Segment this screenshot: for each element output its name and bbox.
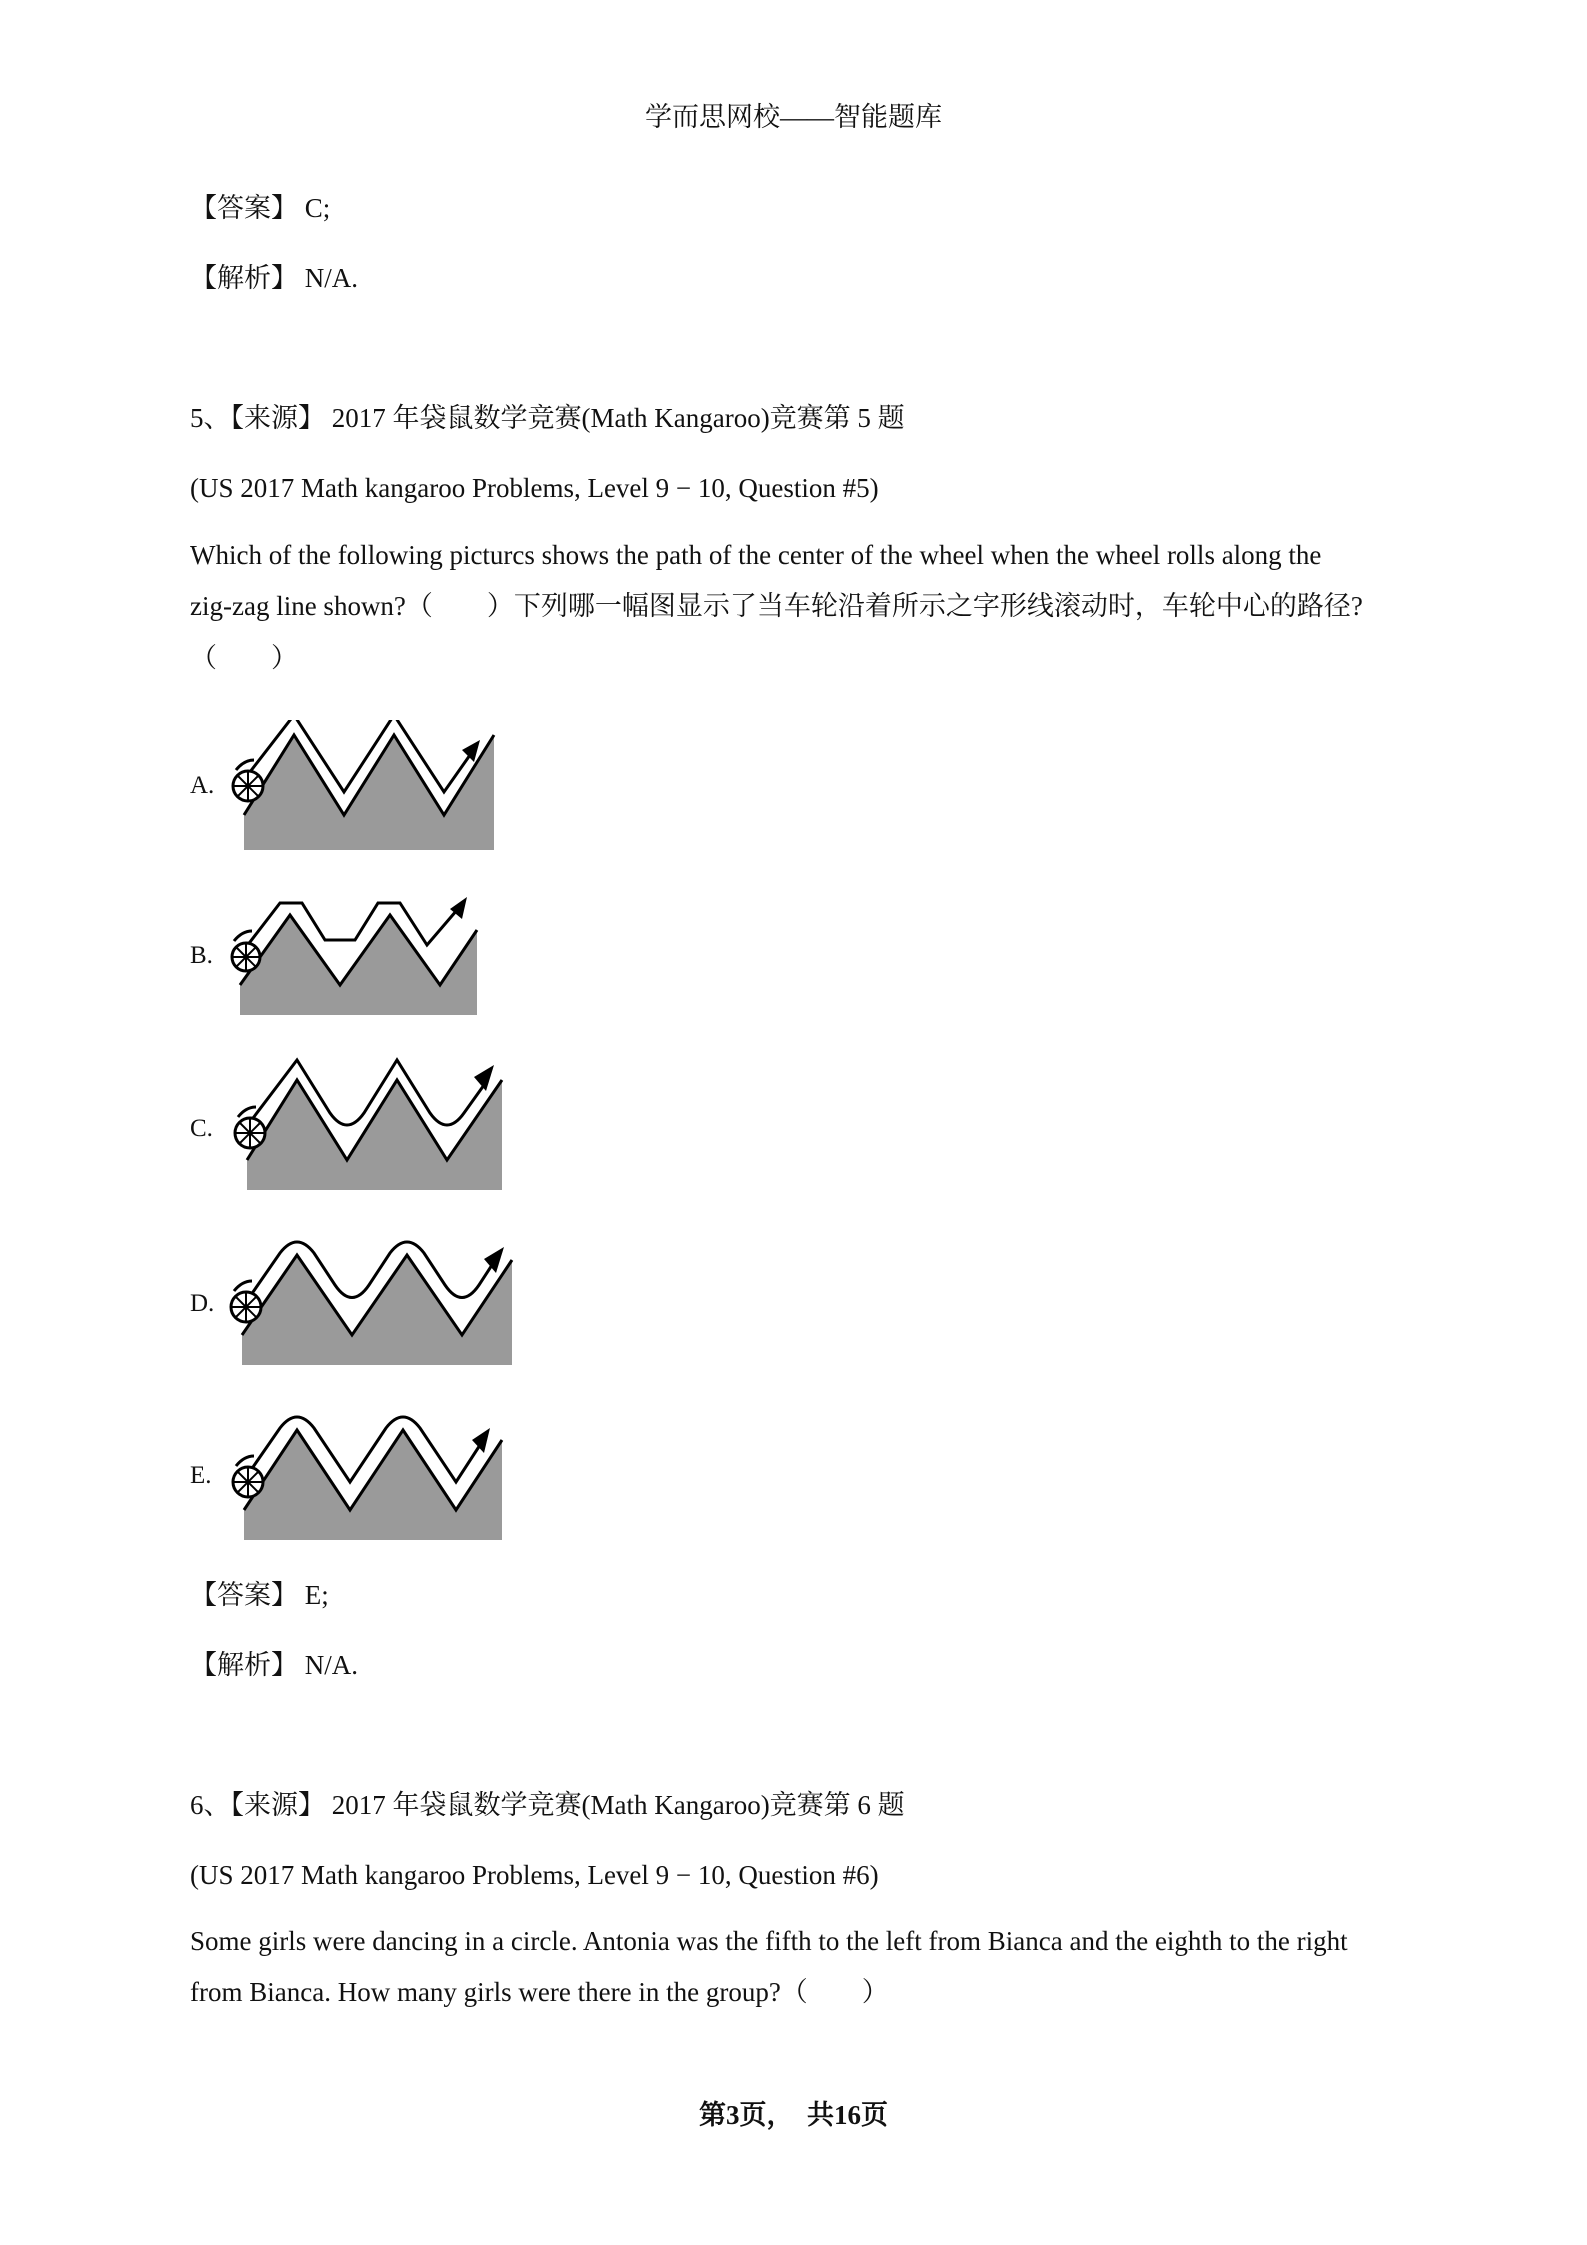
zigzag-path-round-valley-icon <box>222 1055 507 1195</box>
q5-source-line <box>190 405 905 432</box>
q6-question-line-1: Some girls were dancing in a circle. Antonia was the fifth to the left from Bianca and the eighth to the right <box>190 1926 1348 1956</box>
option-d-label: D. <box>190 1290 215 1317</box>
zigzag-path-round-both-icon <box>222 1235 517 1370</box>
source-label: 【来源】 <box>230 1790 325 1820</box>
source-text: 2017 年袋鼠数学竞赛(Math Kangaroo)竞赛第 6 题 <box>331 1790 905 1820</box>
analysis-label: 【解析】 <box>190 263 298 293</box>
analysis-value: N/A. <box>304 263 358 293</box>
q5-question-line-2: zig-zag line shown?（ ）下列哪一幅图显示了当车轮沿着所示之字形线滚动时，车轮中心的路径? <box>190 591 1363 621</box>
q5-question-line-3: （ ） <box>190 643 298 673</box>
zigzag-path-round-peak-icon <box>222 1410 507 1545</box>
zigzag-path-sharp-icon <box>222 720 502 855</box>
q6-reference: (US 2017 Math kangaroo Problems, Level 9 − 10, Question #6) <box>190 1860 879 1890</box>
answer-value: E; <box>304 1580 329 1610</box>
answer-value: C; <box>304 193 331 223</box>
q6-source-line <box>190 1792 905 1819</box>
option-e-label: E. <box>190 1462 212 1489</box>
zigzag-path-flat-top-icon <box>222 895 492 1020</box>
page-header: 学而思网校——智能题库 <box>645 102 942 132</box>
question-number: 5、 <box>190 403 231 433</box>
option-a-label: A. <box>190 772 215 799</box>
source-text: 2017 年袋鼠数学竞赛(Math Kangaroo)竞赛第 5 题 <box>331 403 905 433</box>
prev-answer-line <box>190 195 330 222</box>
analysis-value: N/A. <box>304 1650 358 1680</box>
answer-label: 【答案】 <box>190 193 298 223</box>
answer-label: 【答案】 <box>190 1580 298 1610</box>
prev-analysis-line <box>190 265 358 292</box>
option-c-label: C. <box>190 1115 213 1142</box>
q5-analysis-line <box>190 1652 358 1679</box>
option-b-label: B. <box>190 942 213 969</box>
q5-question-line-1: Which of the following picturcs shows the path of the center of the wheel when the wheel rolls along the <box>190 540 1322 570</box>
q5-answer-line <box>190 1582 329 1609</box>
source-label: 【来源】 <box>230 403 325 433</box>
q5-reference: (US 2017 Math kangaroo Problems, Level 9 − 10, Question #5) <box>190 473 879 503</box>
page-footer: 第3页， 共16页 <box>699 2100 888 2130</box>
q6-question-line-2: from Bianca. How many girls were there in the group?（ ） <box>190 1977 889 2007</box>
analysis-label: 【解析】 <box>190 1650 298 1680</box>
question-number: 6、 <box>190 1790 231 1820</box>
